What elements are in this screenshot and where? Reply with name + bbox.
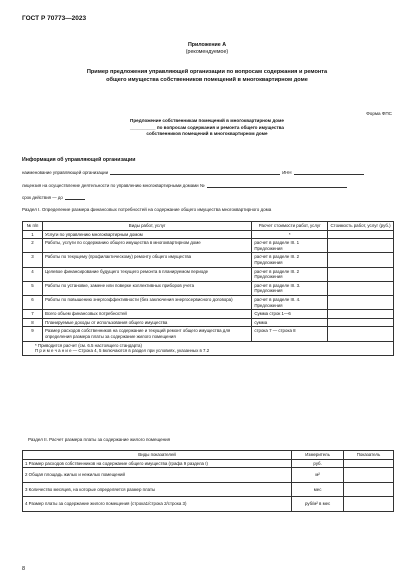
row-cost <box>328 310 394 319</box>
row-works: Работы по текущему (профилактическому) ремонту общего имущества <box>42 253 251 267</box>
table-row <box>23 310 394 319</box>
inn-blank <box>294 169 364 175</box>
license-blank <box>207 182 347 188</box>
row-indicator: 2 Общая площадь жилых и нежилых помещений <box>23 468 292 483</box>
row-works: Планируемые доходы от использования общего имущества <box>42 318 251 327</box>
proposal-line-1: Предложение собственникам помещений в многоквартирном доме <box>130 118 284 123</box>
row-calc: * <box>252 230 328 239</box>
date-label: срок действия — до <box>22 195 63 200</box>
row-works: Работы по установке, замене или поверке коллективных приборов учета <box>42 281 251 295</box>
row-calc: расчет в разделе III. 4. Предложения <box>252 295 328 309</box>
inn-label: ИНН <box>282 170 292 175</box>
proposal-line-2: __________ по вопросам содержания и ремонта общего имущества <box>130 124 284 130</box>
row-calc: сумма <box>252 318 328 327</box>
row-value <box>344 497 394 512</box>
row-cost <box>328 295 394 309</box>
col-works-header: Виды работ, услуг <box>42 222 251 231</box>
document-title-line-2: общего имущества собственников помещений в многоквартирном доме <box>106 77 308 83</box>
table-row <box>23 459 394 468</box>
section-2-heading: Раздел II. Расчет размера платы за содержание жилого помещения <box>28 437 171 442</box>
row-calc: расчет в разделе III. 3. Предложения <box>252 281 328 295</box>
table-row <box>23 295 394 309</box>
row-calc: строка 7 — строка 8 <box>252 327 328 341</box>
row-value <box>344 482 394 497</box>
row-calc: расчет в разделе III. 2 Предложения <box>252 267 328 281</box>
table-row <box>23 318 394 327</box>
row-indicator: 1 Размер расходов собственников на содержание общего имущества (графа 9 раздела I) <box>23 459 292 468</box>
row-indicator: 3 Количество месяцев, на которые определяется размер платы <box>23 482 292 497</box>
row-number: 8 <box>23 318 43 327</box>
table-row <box>23 497 394 512</box>
org-name-field <box>22 169 394 175</box>
row-number: 1 <box>23 230 43 239</box>
row-works: Всего объем финансовых потребностей <box>42 310 251 319</box>
row-value <box>344 468 394 483</box>
section-1-heading: Раздел I. Определение размера финансовых потребностей на содержание общего имущества многоквартирного дома <box>22 207 272 212</box>
row-unit: м² <box>292 468 344 483</box>
info-heading: Информация об управляющей организации <box>22 157 136 163</box>
row-works: Работы по повышению энергоэффективности (без заключения энергосервисного договора) <box>42 295 251 309</box>
row-cost <box>328 239 394 253</box>
row-works: Услуги по управлению многоквартирным домом <box>42 230 251 239</box>
row-cost <box>328 281 394 295</box>
payment-calc-table <box>22 450 394 512</box>
col-number-header: № п/п <box>23 222 43 231</box>
date-blank <box>65 194 85 200</box>
table-row <box>23 327 394 341</box>
row-number: 6 <box>23 295 43 309</box>
table-header-row <box>23 222 394 231</box>
license-label: лицензия на осуществление деятельности по управлению многоквартирными домами № <box>22 183 205 188</box>
row-calc: расчет в разделе III. 2 Предложения <box>252 253 328 267</box>
proposal-heading <box>70 118 344 138</box>
footnote-asterisk: * Приводится расчет (см. 6.5 настоящего стандарта) <box>35 342 142 348</box>
financial-needs-table <box>22 221 394 356</box>
org-name-blank <box>110 169 280 175</box>
row-unit: руб/м² в мес <box>292 497 344 512</box>
table-header-row <box>23 451 394 460</box>
row-unit: мес <box>292 482 344 497</box>
org-name-label: наименование управляющей организации <box>22 170 109 175</box>
row-number: 3 <box>23 253 43 267</box>
row-number: 9 <box>23 327 43 341</box>
page-number: 8 <box>22 566 26 572</box>
col-unit-header: Измеритель <box>292 451 344 460</box>
appendix-title: Приложение А <box>187 42 227 48</box>
row-cost <box>328 318 394 327</box>
table-row <box>23 267 394 281</box>
date-field <box>22 194 87 200</box>
document-title-line-1: Пример предложения управляющей организации по вопросам содержания и ремонта <box>86 69 328 75</box>
row-indicator: 4 Размер платы за содержание жилого помещения (строка1/строка 2/строка 3) <box>23 497 292 512</box>
row-works: Целевое финансирование будущего текущего ремонта в планируемом периоде <box>42 267 251 281</box>
row-number: 2 <box>23 239 43 253</box>
form-label: Форма ФПС <box>366 111 392 116</box>
table-notes-cell <box>23 341 394 355</box>
row-calc: Сумма строк 1—6 <box>252 310 328 319</box>
row-unit: руб. <box>292 459 344 468</box>
row-cost <box>328 230 394 239</box>
col-calc-header: Расчет стоимости работ, услуг <box>252 222 328 231</box>
license-field <box>22 182 349 188</box>
appendix-subtitle: (рекомендуемое) <box>185 49 229 55</box>
table-row <box>23 281 394 295</box>
row-works: Работы, услуги по содержанию общего имущества в многоквартирном доме <box>42 239 251 253</box>
proposal-line-3: собственников помещений в многоквартирном доме <box>146 131 268 136</box>
table-row <box>23 482 394 497</box>
row-number: 5 <box>23 281 43 295</box>
table-row <box>23 239 394 253</box>
row-cost <box>328 267 394 281</box>
row-number: 4 <box>23 267 43 281</box>
row-value <box>344 459 394 468</box>
row-calc: расчет в разделе III. 1 Предложения <box>252 239 328 253</box>
col-indicator-header: Виды показателей <box>23 451 292 460</box>
table-row <box>23 468 394 483</box>
table-row <box>23 230 394 239</box>
standard-number: ГОСТ Р 70773—2023 <box>22 15 87 22</box>
col-cost-header: Стоимость работ, услуг (руб.) <box>328 222 394 231</box>
row-number: 7 <box>23 310 43 319</box>
col-value-header: Показатель <box>344 451 394 460</box>
table-note: П р и м е ч а н и е — Строка 4, 5 включаются в раздел при условиях, указанных в 7.2 <box>35 348 210 354</box>
row-cost <box>328 327 394 341</box>
table-row <box>23 253 394 267</box>
row-works: Размер расходов собственников на содержание и текущий ремонт общего имущества для определения размера платы за содержание жилого помещения <box>42 327 251 341</box>
row-cost <box>328 253 394 267</box>
table-notes-row <box>23 341 394 355</box>
